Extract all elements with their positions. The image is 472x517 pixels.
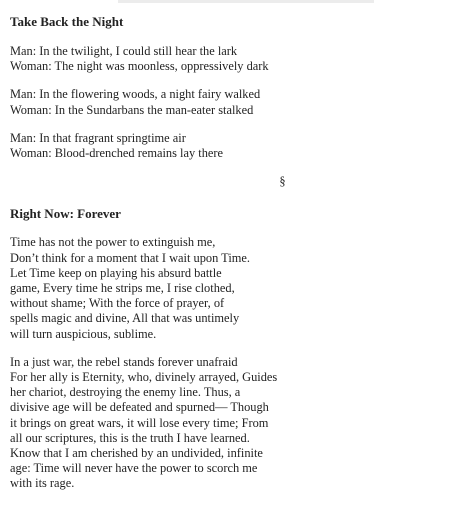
stanza-line: divisive age will be defeated and spurned— Though [10, 400, 269, 415]
stanza-line: game, Every time he strips me, I rise clothed, [10, 281, 235, 296]
stanza-line: Woman: The night was moonless, oppressively dark [10, 59, 269, 74]
stanza-5 [10, 355, 465, 492]
poem-document [10, 14, 465, 505]
stanza-line: with its rage. [10, 476, 75, 491]
stanza-4 [10, 235, 465, 341]
stanza-line: Woman: In the Sundarbans the man-eater stalked [10, 102, 254, 117]
stanza-line: all our scriptures, this is the truth I have learned. [10, 430, 250, 445]
stanza-line: In a just war, the rebel stands forever unafraid [10, 354, 238, 369]
stanza-line: Woman: Blood-drenched remains lay there [10, 146, 224, 161]
stanza-line: For her ally is Eternity, who, divinely arrayed, Guides [10, 370, 278, 385]
stanza-line: Don’t think for a moment that I wait upon Time. [10, 250, 250, 265]
stanza-line: Time has not the power to extinguish me, [10, 235, 216, 250]
poem-title-take-back-the-night: Take Back the Night [10, 14, 124, 29]
stanza-line: will turn auspicious, sublime. [10, 326, 157, 341]
stanza-1 [10, 44, 465, 74]
stanza-line: her chariot, destroying the enemy line. Thus, a [10, 385, 241, 400]
stanza-line: it brings on great wars, it will lose every time; From [10, 415, 269, 430]
stanza-line: Man: In the flowering woods, a night fairy walked [10, 87, 261, 102]
section-divider-glyph: § [279, 174, 286, 189]
stanza-line: without shame; With the force of prayer, of [10, 296, 225, 311]
stanza-line: Let Time keep on playing his absurd battle [10, 265, 222, 280]
stanza-2 [10, 87, 465, 117]
stanza-3 [10, 131, 465, 161]
poem-title-right-now-forever: Right Now: Forever [10, 206, 121, 222]
stanza-line: age: Time will never have the power to scorch me [10, 461, 258, 476]
stanza-line: spells magic and divine, All that was untimely [10, 311, 240, 326]
stanza-line: Know that I am cherished by an undivided, infinite [10, 446, 263, 461]
stanza-line: Man: In that fragrant springtime air [10, 130, 186, 145]
top-scroll-edge [118, 0, 374, 3]
stanza-line: Man: In the twilight, I could still hear the lark [10, 44, 238, 58]
